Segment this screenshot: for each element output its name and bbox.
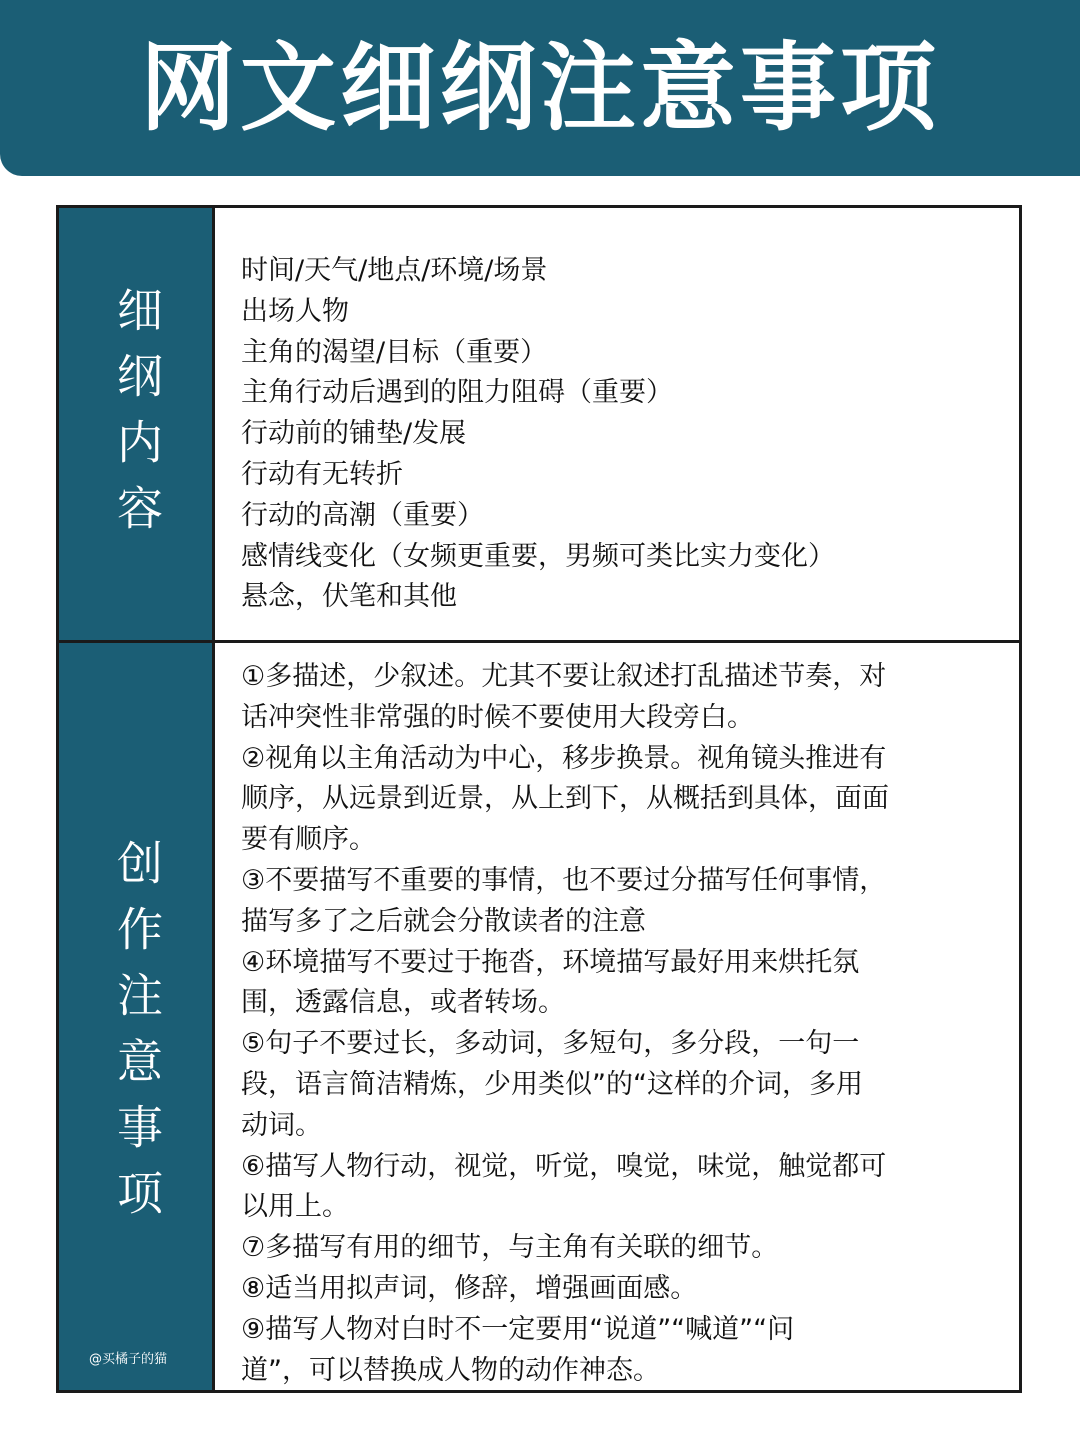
note-item-5	[241, 1024, 983, 1146]
list-item: 出场人物	[241, 295, 349, 327]
note-line: ②视角以主角活动为中心，移步换景。视角镜头推进有	[241, 742, 887, 774]
note-item-8	[241, 1269, 983, 1310]
note-line: 道”，可以替换成人物的动作神态。	[241, 1354, 660, 1386]
page-title: 网文细纲注意事项	[140, 32, 940, 144]
list-item: 感情线变化（女频更重要，男频可类比实力变化）	[241, 540, 835, 572]
note-item-3	[241, 861, 983, 943]
outline-content-row	[59, 208, 1019, 643]
note-line: 以用上。	[241, 1191, 349, 1223]
list-item: 时间/天气/地点/环境/场景	[241, 255, 548, 286]
writing-notes-list	[215, 643, 1019, 1390]
note-line: 描写多了之后就会分散读者的注意	[241, 905, 646, 937]
note-line: 话冲突性非常强的时候不要使用大段旁白。	[241, 701, 754, 733]
author-watermark: @买橘子的猫	[89, 1352, 168, 1367]
writing-notes-label-cell	[59, 643, 215, 1390]
note-line: 围，透露信息，或者转场。	[241, 987, 565, 1019]
note-line: 顺序，从远景到近景，从上到下，从概括到具体，面面	[241, 783, 889, 815]
outline-content-label-cell	[59, 208, 215, 640]
list-item: 行动有无转折	[241, 458, 403, 490]
list-item: 悬念，伏笔和其他	[241, 581, 457, 613]
note-line: ⑦多描写有用的细节，与主角有关联的细节。	[241, 1232, 779, 1264]
outline-table	[56, 205, 1022, 1393]
note-item-1	[241, 657, 983, 739]
header-banner	[0, 0, 1080, 176]
outline-content-label: 细纲内容	[110, 286, 164, 550]
note-line: ⑤句子不要过长，多动词，多短句，多分段，一句一	[241, 1028, 860, 1060]
list-item: 主角的渴望/目标（重要）	[241, 336, 548, 368]
note-item-7	[241, 1228, 983, 1269]
note-line: ③不要描写不重要的事情，也不要过分描写任何事情，	[241, 864, 887, 896]
note-line: ①多描述，少叙述。尤其不要让叙述打乱描述节奏，对	[241, 661, 887, 692]
writing-notes-label: 创作注意事项	[110, 839, 164, 1235]
list-item: 行动前的铺垫/发展	[241, 418, 467, 450]
note-item-4	[241, 943, 983, 1025]
note-item-6	[241, 1147, 983, 1229]
list-item: 行动的高潮（重要）	[241, 499, 484, 531]
outline-content-list	[215, 208, 1019, 640]
note-line: ⑥描写人物行动，视觉，听觉，嗅觉，味觉，触觉都可	[241, 1150, 887, 1182]
list-item: 主角行动后遇到的阻力阻碍（重要）	[241, 377, 673, 409]
note-line: 要有顺序。	[241, 824, 376, 856]
note-line: ④环境描写不要过于拖沓，环境描写最好用来烘托氛	[241, 946, 860, 978]
note-line: 段，语言简洁精炼，少用类似”的“这样的介词，多用	[241, 1068, 863, 1100]
note-line: ⑧适当用拟声词，修辞，增强画面感。	[241, 1272, 698, 1304]
writing-notes-row	[59, 643, 1019, 1390]
note-line: ⑨描写人物对白时不一定要用“说道”“喊道”“问	[241, 1313, 795, 1345]
note-item-2	[241, 739, 983, 861]
note-line: 动词。	[241, 1109, 322, 1141]
note-item-9	[241, 1310, 983, 1392]
